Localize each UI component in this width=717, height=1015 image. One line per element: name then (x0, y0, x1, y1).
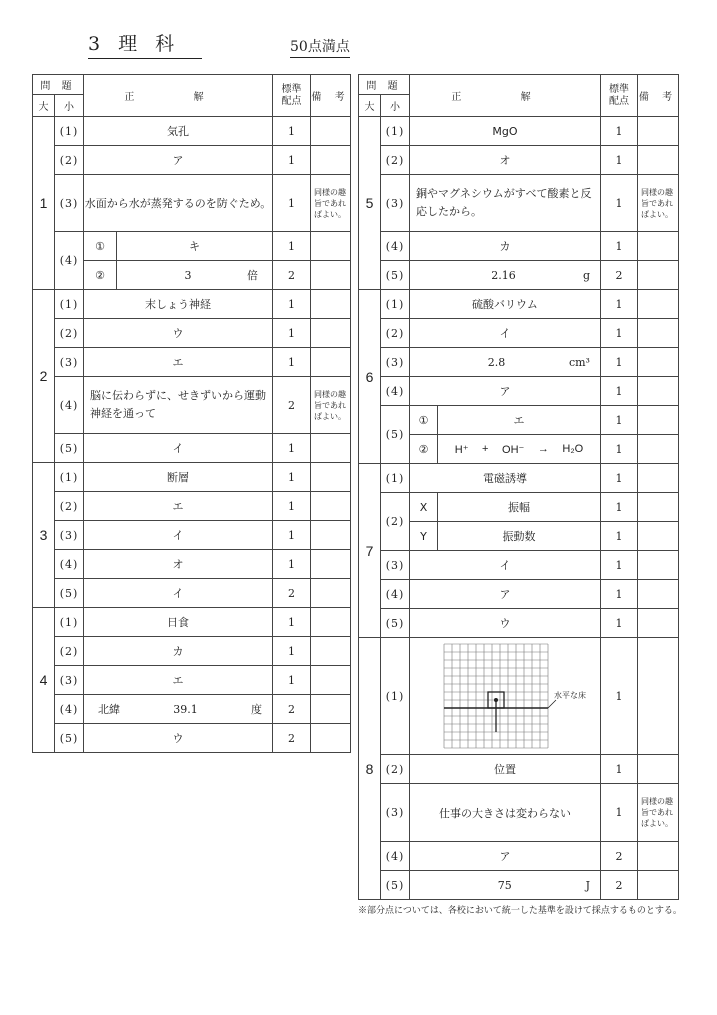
table-row (359, 493, 679, 522)
q6-1-points: 1 (601, 290, 638, 319)
q1-4-1-note (311, 232, 351, 261)
header-biko: 備 考 (311, 75, 351, 117)
table-row (359, 348, 679, 377)
q1-2-sub: (2) (55, 146, 84, 175)
table-row (359, 609, 679, 638)
q1-2-points: 1 (273, 146, 311, 175)
q1-1-sub: (1) (55, 117, 84, 146)
q3-3-sub: (3) (55, 521, 84, 550)
q2-4-note: 同様の趣旨であればよい。 (311, 377, 351, 434)
q3-3-answer: イ (84, 521, 273, 550)
table-row (33, 579, 351, 608)
q2-5-answer: イ (84, 434, 273, 463)
q7-2-x-note (638, 493, 679, 522)
q5-3-answer: 銅やマグネシウムがすべて酸素と反応したから。 (410, 175, 601, 232)
label-leader-line (548, 700, 556, 708)
q1-1-points: 1 (273, 117, 311, 146)
table-row (33, 463, 351, 492)
q7-2-y-answer: 振動数 (438, 522, 601, 551)
q6-2-note (638, 319, 679, 348)
table-row (359, 406, 679, 435)
q8-5-points: 2 (601, 871, 638, 900)
table-row (359, 755, 679, 784)
q2-3-note (311, 348, 351, 377)
q1-3-note: 同様の趣旨であればよい。 (311, 175, 351, 232)
q3-number: 3 (33, 463, 55, 608)
table-row (359, 261, 679, 290)
score-total: 50点満点 (290, 38, 350, 58)
table-row (33, 695, 351, 724)
q4-2-points: 1 (273, 637, 311, 666)
q5-2-note (638, 146, 679, 175)
q6-3-unit: cm³ (568, 355, 590, 369)
q2-number: 2 (33, 290, 55, 463)
table-row (33, 348, 351, 377)
q8-5-sub: (5) (381, 871, 410, 900)
q1-4-1-answer: キ (117, 232, 273, 261)
q2-4-sub: (4) (55, 377, 84, 434)
q7-3-points: 1 (601, 551, 638, 580)
q1-3-answer: 水面から水が蒸発するのを防ぐため。 (84, 175, 273, 232)
q8-5-note (638, 871, 679, 900)
q3-5-points: 2 (273, 579, 311, 608)
q4-4-prefix: 北緯 (98, 703, 120, 716)
q6-3-answer: 2.8 (487, 355, 506, 369)
q7-1-points: 1 (601, 464, 638, 493)
q1-4-2-note (311, 261, 351, 290)
q8-2-points: 1 (601, 755, 638, 784)
q6-2-sub: (2) (381, 319, 410, 348)
q4-3-sub: (3) (55, 666, 84, 695)
q3-2-sub: (2) (55, 492, 84, 521)
q2-4-points: 2 (273, 377, 311, 434)
q4-4-note (311, 695, 351, 724)
q6-1-answer: 硫酸バリウム (410, 290, 601, 319)
q5-1-note (638, 117, 679, 146)
q6-3-note (638, 348, 679, 377)
q8-1-sub: (1) (381, 638, 410, 755)
q8-3-sub: (3) (381, 784, 410, 842)
q7-2-sub: (2) (381, 493, 410, 551)
q5-2-answer: オ (410, 146, 601, 175)
q5-1-answer: MgO (410, 117, 601, 146)
q4-2-answer: カ (84, 637, 273, 666)
q1-4-2-answer-cell (117, 261, 273, 290)
q8-4-points: 2 (601, 842, 638, 871)
table-row (359, 117, 679, 146)
table-row (33, 608, 351, 637)
q2-2-sub: (2) (55, 319, 84, 348)
q5-5-sub: (5) (381, 261, 410, 290)
q8-2-sub: (2) (381, 755, 410, 784)
q3-1-points: 1 (273, 463, 311, 492)
q5-5-unit: g (582, 268, 590, 282)
q4-3-points: 1 (273, 666, 311, 695)
q7-3-answer: イ (410, 551, 601, 580)
q3-1-answer: 断層 (84, 463, 273, 492)
q1-4-1-points: 1 (273, 232, 311, 261)
page-title: 3 理 科 (88, 32, 202, 59)
force-diagram-figure (414, 640, 596, 752)
q8-4-sub: (4) (381, 842, 410, 871)
table-row (359, 842, 679, 871)
q1-2-answer: ア (84, 146, 273, 175)
floor-label: 水平な床 (554, 691, 586, 700)
q2-5-note (311, 434, 351, 463)
q7-1-answer: 電磁誘導 (410, 464, 601, 493)
q7-4-note (638, 580, 679, 609)
q8-3-points: 1 (601, 784, 638, 842)
q2-1-answer: 末しょう神経 (84, 290, 273, 319)
q4-1-answer: 日食 (84, 608, 273, 637)
q6-3-sub: (3) (381, 348, 410, 377)
table-row (33, 146, 351, 175)
q5-4-points: 1 (601, 232, 638, 261)
table-row (33, 666, 351, 695)
q6-2-points: 1 (601, 319, 638, 348)
q4-number: 4 (33, 608, 55, 753)
q5-1-sub: (1) (381, 117, 410, 146)
q7-3-sub: (3) (381, 551, 410, 580)
q4-2-sub: (2) (55, 637, 84, 666)
q4-1-note (311, 608, 351, 637)
q8-5-answer: 75 (497, 878, 512, 892)
header-seikai: 正 解 (84, 75, 273, 117)
q4-4-sub: (4) (55, 695, 84, 724)
q6-3-points: 1 (601, 348, 638, 377)
table-row (33, 377, 351, 434)
q3-3-points: 1 (273, 521, 311, 550)
q8-5-unit: J (585, 878, 590, 892)
table-row (359, 232, 679, 261)
q3-4-points: 1 (273, 550, 311, 579)
q3-2-points: 1 (273, 492, 311, 521)
q7-2-x-answer: 振幅 (438, 493, 601, 522)
q7-3-note (638, 551, 679, 580)
q3-4-sub: (4) (55, 550, 84, 579)
q5-2-sub: (2) (381, 146, 410, 175)
q6-2-answer: イ (410, 319, 601, 348)
table-row (33, 637, 351, 666)
header-mondai-right: 問 題 (359, 75, 410, 95)
q2-1-sub: (1) (55, 290, 84, 319)
table-row (33, 492, 351, 521)
q2-2-answer: ウ (84, 319, 273, 348)
header-haiten: 標準 配点 (273, 75, 311, 117)
table-row (33, 724, 351, 753)
q6-5-1-index: ① (410, 406, 438, 435)
q7-2-y-note (638, 522, 679, 551)
q4-5-answer: ウ (84, 724, 273, 753)
table-row (33, 550, 351, 579)
q4-4-unit: 度 (251, 703, 262, 716)
q5-5-answer: 2.16 (491, 268, 516, 282)
header-mondai: 問 題 (33, 75, 84, 95)
q6-4-points: 1 (601, 377, 638, 406)
q1-4-2-index: ② (84, 261, 117, 290)
q6-5-2-formula-plus: + (482, 443, 489, 455)
q5-3-points: 1 (601, 175, 638, 232)
answer-table-left (32, 74, 351, 753)
q6-1-sub: (1) (381, 290, 410, 319)
q4-5-points: 2 (273, 724, 311, 753)
q3-2-answer: エ (84, 492, 273, 521)
table-row (33, 434, 351, 463)
q2-1-points: 1 (273, 290, 311, 319)
q2-5-points: 1 (273, 434, 311, 463)
q6-5-1-note (638, 406, 679, 435)
q2-1-note (311, 290, 351, 319)
q1-4-1-index: ① (84, 232, 117, 261)
table-row (33, 175, 351, 232)
q6-5-2-note (638, 435, 679, 464)
q4-3-note (311, 666, 351, 695)
q1-number: 1 (33, 117, 55, 290)
q8-1-note (638, 638, 679, 755)
q6-5-2-formula-water: H₂O (562, 443, 584, 455)
q1-4-2-answer: 3 (184, 268, 192, 282)
q8-1-points: 1 (601, 638, 638, 755)
q6-4-answer: ア (410, 377, 601, 406)
q7-5-sub: (5) (381, 609, 410, 638)
table-row (33, 232, 351, 261)
q5-3-note: 同様の趣旨であればよい。 (638, 175, 679, 232)
q3-2-note (311, 492, 351, 521)
q2-4-answer: 脳に伝わらずに、せきずいから運動神経を通って (84, 377, 273, 434)
footnote: ※部分点については、各校において統一した基準を設けて採点するものとする。 (358, 906, 682, 916)
table-row (33, 290, 351, 319)
q8-2-note (638, 755, 679, 784)
q6-5-2-points: 1 (601, 435, 638, 464)
q7-5-points: 1 (601, 609, 638, 638)
q4-5-sub: (5) (55, 724, 84, 753)
q4-2-note (311, 637, 351, 666)
table-row (33, 521, 351, 550)
q1-1-note (311, 117, 351, 146)
q4-4-answer: 39.1 (173, 702, 198, 716)
table-row (33, 117, 351, 146)
q6-5-1-points: 1 (601, 406, 638, 435)
force-point (494, 698, 498, 702)
grid (444, 644, 548, 748)
q7-1-note (638, 464, 679, 493)
table-row (359, 377, 679, 406)
q8-3-note: 同様の趣旨であればよい。 (638, 784, 679, 842)
q8-3-answer: 仕事の大きさは変わらない (410, 784, 601, 842)
q2-2-points: 1 (273, 319, 311, 348)
q3-4-note (311, 550, 351, 579)
q5-1-points: 1 (601, 117, 638, 146)
q7-2-x-index: X (410, 493, 438, 522)
q2-3-answer: エ (84, 348, 273, 377)
q7-2-x-points: 1 (601, 493, 638, 522)
q4-4-answer-cell (84, 695, 273, 724)
q5-number: 5 (359, 117, 381, 290)
q3-5-sub: (5) (55, 579, 84, 608)
q5-4-note (638, 232, 679, 261)
q3-3-note (311, 521, 351, 550)
q7-2-y-points: 1 (601, 522, 638, 551)
q8-5-answer-cell (410, 871, 601, 900)
q6-5-2-formula-arrow: → (537, 443, 549, 455)
q6-5-1-answer: エ (438, 406, 601, 435)
header-sho: 小 (55, 95, 84, 117)
q8-4-answer: ア (410, 842, 601, 871)
q6-1-note (638, 290, 679, 319)
q5-4-answer: カ (410, 232, 601, 261)
q5-5-note (638, 261, 679, 290)
table-row (359, 175, 679, 232)
table-row (359, 464, 679, 493)
q7-4-points: 1 (601, 580, 638, 609)
q7-5-note (638, 609, 679, 638)
q4-4-points: 2 (273, 695, 311, 724)
q6-5-2-formula-h: H⁺ (454, 443, 469, 456)
q3-1-sub: (1) (55, 463, 84, 492)
q4-5-note (311, 724, 351, 753)
q7-4-sub: (4) (381, 580, 410, 609)
q6-5-sub: (5) (381, 406, 410, 464)
q3-4-answer: オ (84, 550, 273, 579)
q7-number: 7 (359, 464, 381, 638)
table-row (359, 146, 679, 175)
q7-5-answer: ウ (410, 609, 601, 638)
q8-number: 8 (359, 638, 381, 900)
q1-3-sub: (3) (55, 175, 84, 232)
q8-1-figure-cell (410, 638, 601, 755)
q1-3-points: 1 (273, 175, 311, 232)
q8-2-answer: 位置 (410, 755, 601, 784)
q8-4-note (638, 842, 679, 871)
q3-1-note (311, 463, 351, 492)
q1-2-note (311, 146, 351, 175)
q6-3-answer-cell (410, 348, 601, 377)
header-dai: 大 (33, 95, 55, 117)
q5-3-sub: (3) (381, 175, 410, 232)
q2-3-points: 1 (273, 348, 311, 377)
table-row (359, 580, 679, 609)
q3-5-note (311, 579, 351, 608)
q4-1-sub: (1) (55, 608, 84, 637)
header-dai-right: 大 (359, 95, 381, 117)
q6-4-note (638, 377, 679, 406)
header-haiten-right: 標準 配点 (601, 75, 638, 117)
q1-4-2-points: 2 (273, 261, 311, 290)
table-row (359, 638, 679, 755)
table-row (359, 871, 679, 900)
q4-1-points: 1 (273, 608, 311, 637)
table-row (359, 551, 679, 580)
q7-4-answer: ア (410, 580, 601, 609)
q2-3-sub: (3) (55, 348, 84, 377)
q6-5-2-index: ② (410, 435, 438, 464)
table-row (359, 319, 679, 348)
q6-5-2-answer-cell (438, 435, 601, 464)
q1-4-2-unit: 倍 (247, 269, 258, 282)
q5-5-points: 2 (601, 261, 638, 290)
q7-1-sub: (1) (381, 464, 410, 493)
q5-5-answer-cell (410, 261, 601, 290)
q6-5-2-formula-oh: OH⁻ (502, 443, 525, 456)
header-biko-right: 備 考 (638, 75, 679, 117)
q4-3-answer: エ (84, 666, 273, 695)
q1-4-sub: (4) (55, 232, 84, 290)
header-seikai-right: 正 解 (410, 75, 601, 117)
q1-1-answer: 気孔 (84, 117, 273, 146)
q6-4-sub: (4) (381, 377, 410, 406)
q2-5-sub: (5) (55, 434, 84, 463)
table-row (359, 784, 679, 842)
q6-number: 6 (359, 290, 381, 464)
q5-4-sub: (4) (381, 232, 410, 261)
q3-5-answer: イ (84, 579, 273, 608)
q5-2-points: 1 (601, 146, 638, 175)
q7-2-y-index: Y (410, 522, 438, 551)
header-sho-right: 小 (381, 95, 410, 117)
table-row (359, 290, 679, 319)
table-row (33, 319, 351, 348)
answer-table-right (358, 74, 679, 900)
q2-2-note (311, 319, 351, 348)
